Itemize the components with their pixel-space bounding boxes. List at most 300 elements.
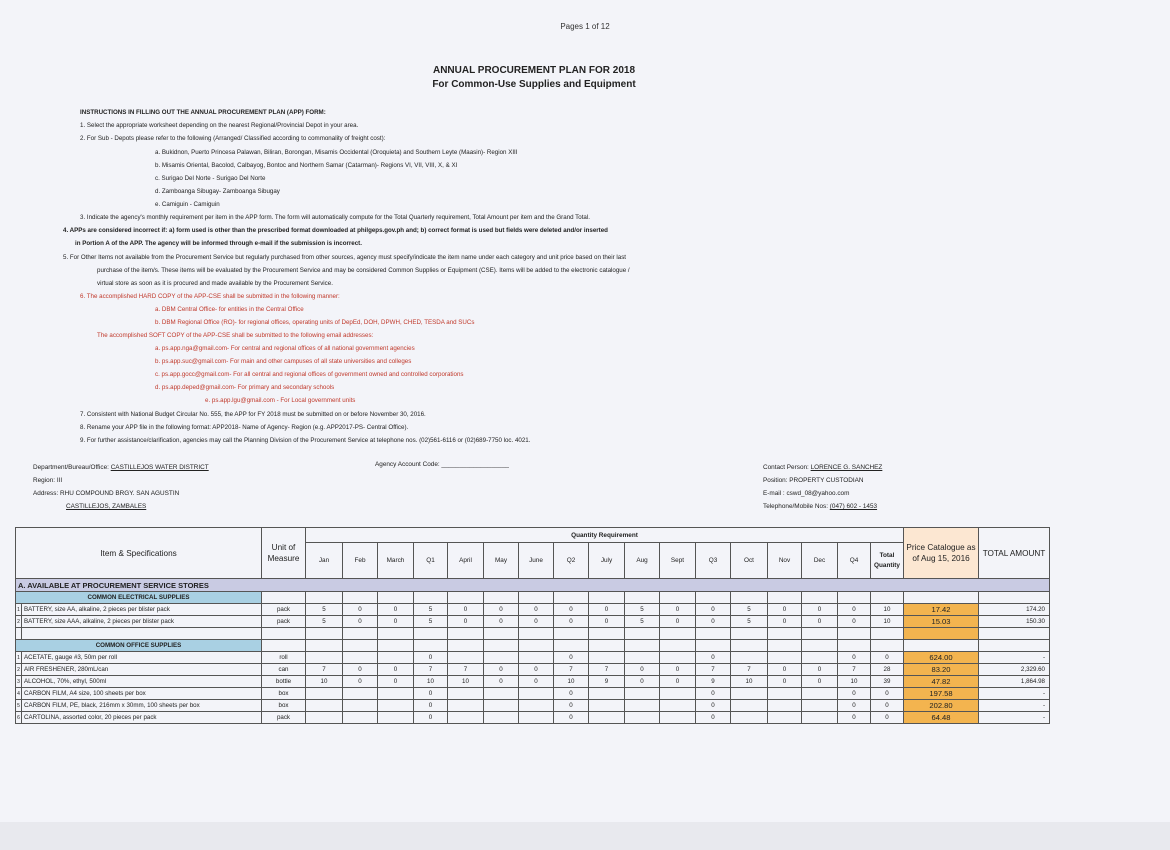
instruction-6-soft-c: c. ps.app.gocc@gmail.com- For all central and regional offices of government owned and controlled corporations xyxy=(155,371,464,378)
blank-cell xyxy=(343,628,378,640)
quantity-cell[interactable]: 10 xyxy=(448,676,484,688)
quantity-cell[interactable] xyxy=(768,700,802,712)
quantity-cell[interactable]: 0 xyxy=(660,616,696,628)
price-cell: 64.48 xyxy=(904,712,979,724)
blank-cell xyxy=(414,640,448,652)
subgroup-row xyxy=(16,640,1050,652)
quantity-cell[interactable]: 0 xyxy=(696,688,731,700)
col-header-10: Sept xyxy=(660,543,696,579)
col-header-16: Total Quantity xyxy=(871,543,904,579)
quantity-cell[interactable] xyxy=(731,688,768,700)
quantity-cell[interactable]: 0 xyxy=(414,652,448,664)
quantity-cell[interactable]: 7 xyxy=(414,664,448,676)
instruction-2b: b. Misamis Oriental, Bacolod, Calbayog, Bontoc and Northern Samar (Catarman)- Regions VI, VII, VIII, X, & XI xyxy=(155,162,458,169)
quantity-cell[interactable]: 0 xyxy=(554,700,589,712)
quantity-cell[interactable]: 5 xyxy=(414,616,448,628)
blank-cell xyxy=(484,592,519,604)
blank-cell xyxy=(731,628,768,640)
item-description: AIR FRESHENER, 280mL/can xyxy=(22,664,262,676)
price-cell: 202.80 xyxy=(904,700,979,712)
contact-value: LORENCE G. SANCHEZ xyxy=(810,464,883,471)
row-number: 2 xyxy=(16,664,22,676)
quantity-cell[interactable] xyxy=(378,688,414,700)
phone-value: (047) 602 - 1453 xyxy=(829,503,878,510)
quantity-cell[interactable]: 0 xyxy=(802,604,838,616)
section-a-row xyxy=(16,579,1050,592)
table-body xyxy=(16,579,1050,724)
price-cell: 197.58 xyxy=(904,688,979,700)
blank-cell xyxy=(768,592,802,604)
quantity-cell[interactable]: 0 xyxy=(484,604,519,616)
quantity-cell[interactable]: 0 xyxy=(696,712,731,724)
phone-label: Telephone/Mobile Nos: xyxy=(763,503,829,510)
quantity-cell[interactable]: 0 xyxy=(343,604,378,616)
quantity-cell[interactable]: 0 xyxy=(838,616,871,628)
quantity-cell[interactable] xyxy=(731,652,768,664)
unit-of-measure: box xyxy=(262,700,306,712)
item-description: CARBON FILM, A4 size, 100 sheets per box xyxy=(22,688,262,700)
quantity-cell[interactable] xyxy=(589,712,625,724)
quantity-cell[interactable] xyxy=(589,652,625,664)
quantity-cell[interactable]: 0 xyxy=(414,688,448,700)
quantity-cell[interactable]: 7 xyxy=(589,664,625,676)
quantity-cell[interactable] xyxy=(768,652,802,664)
page-number: Pages 1 of 12 xyxy=(560,22,610,31)
price-cell: 47.82 xyxy=(904,676,979,688)
instruction-8: 8. Rename your APP file in the following format: APP2018- Name of Agency- Region (e.g. APP2017-PS- Central Office). xyxy=(80,424,409,431)
instructions-heading: INSTRUCTIONS IN FILLING OUT THE ANNUAL PROCUREMENT PLAN (APP) FORM: xyxy=(80,109,326,116)
quantity-cell[interactable] xyxy=(768,688,802,700)
blank-cell xyxy=(838,640,871,652)
item-description: CARBON FILM, PE, black, 216mm x 30mm, 100 sheets per box xyxy=(22,700,262,712)
quantity-cell[interactable] xyxy=(625,700,660,712)
table-row xyxy=(16,712,1050,724)
quantity-cell[interactable]: 0 xyxy=(768,676,802,688)
blank-cell xyxy=(625,628,660,640)
quantity-cell[interactable]: 0 xyxy=(660,664,696,676)
blank-cell xyxy=(802,592,838,604)
quantity-cell[interactable]: 5 xyxy=(625,616,660,628)
quantity-cell[interactable]: 0 xyxy=(802,616,838,628)
blank-cell xyxy=(979,592,1050,604)
col-header-2: March xyxy=(378,543,414,579)
unit-of-measure: pack xyxy=(262,604,306,616)
instruction-6-soft: The accomplished SOFT COPY of the APP-CSE shall be submitted to the following email addresses: xyxy=(97,332,374,339)
blank-cell xyxy=(871,592,904,604)
col-unit-header: Unit of Measure xyxy=(262,528,306,579)
blank-cell xyxy=(519,628,554,640)
quantity-cell[interactable]: 0 xyxy=(554,616,589,628)
col-header-9: Aug xyxy=(625,543,660,579)
price-cell: 17.42 xyxy=(904,604,979,616)
blank-cell xyxy=(838,592,871,604)
quantity-cell[interactable] xyxy=(306,700,343,712)
instruction-5b: purchase of the item/s. These items will be evaluated by the Procurement Service and may be considered Common Supplies or Equipment (CSE). Items will be added to the electronic catalogue / xyxy=(97,267,630,274)
row-number: 6 xyxy=(16,712,22,724)
quantity-cell[interactable]: 0 xyxy=(871,652,904,664)
quantity-cell[interactable]: 5 xyxy=(306,616,343,628)
blank-cell xyxy=(768,628,802,640)
col-header-13: Nov xyxy=(768,543,802,579)
instruction-2e: e. Camiguin - Camiguin xyxy=(155,201,220,208)
instruction-4a: 4. APPs are considered incorrect if: a) form used is other than the prescribed format downloaded at philgeps.gov.ph and; b) correct format is used but fields were deleted and/or inserted xyxy=(63,227,608,234)
quantity-cell[interactable] xyxy=(802,700,838,712)
quantity-cell[interactable] xyxy=(378,652,414,664)
col-header-11: Q3 xyxy=(696,543,731,579)
quantity-cell[interactable] xyxy=(484,712,519,724)
blank-cell xyxy=(625,640,660,652)
quantity-cell[interactable]: 0 xyxy=(660,604,696,616)
quantity-cell[interactable] xyxy=(343,652,378,664)
quantity-cell[interactable]: 7 xyxy=(696,664,731,676)
blank-cell xyxy=(343,592,378,604)
quantity-cell[interactable]: 7 xyxy=(554,664,589,676)
quantity-cell[interactable] xyxy=(589,700,625,712)
title-main: ANNUAL PROCUREMENT PLAN FOR 2018 xyxy=(432,65,636,76)
quantity-cell[interactable] xyxy=(343,688,378,700)
col-header-4: April xyxy=(448,543,484,579)
quantity-cell[interactable] xyxy=(625,652,660,664)
instruction-6: 6. The accomplished HARD COPY of the APP-CSE shall be submitted in the following manner: xyxy=(80,293,340,300)
row-number: 2 xyxy=(16,616,22,628)
instruction-7: 7. Consistent with National Budget Circular No. 555, the APP for FY 2018 must be submitted on or before November 30, 2016. xyxy=(80,411,426,418)
quantity-cell[interactable]: 7 xyxy=(306,664,343,676)
scan-bottom-edge xyxy=(0,822,1170,850)
quantity-cell[interactable]: 10 xyxy=(871,604,904,616)
table-row xyxy=(16,604,1050,616)
quantity-cell[interactable]: 0 xyxy=(484,616,519,628)
blank-cell xyxy=(378,628,414,640)
quantity-cell[interactable]: 0 xyxy=(519,676,554,688)
blank-cell xyxy=(306,640,343,652)
table-row xyxy=(16,616,1050,628)
unit-of-measure: roll xyxy=(262,652,306,664)
blank-cell xyxy=(904,592,979,604)
quantity-cell[interactable]: 7 xyxy=(731,664,768,676)
address-value: RHU COMPOUND BRGY. SAN AGUSTIN xyxy=(60,490,180,497)
quantity-cell[interactable]: 0 xyxy=(484,664,519,676)
instruction-1: 1. Select the appropriate worksheet depending on the nearest Regional/Provincial Depot in your area. xyxy=(80,122,359,129)
address-value-2: CASTILLEJOS, ZAMBALES xyxy=(66,503,147,510)
quantity-cell[interactable]: 0 xyxy=(519,664,554,676)
blank-cell xyxy=(554,628,589,640)
instruction-6a: a. DBM Central Office- for entities in the Central Office xyxy=(155,306,304,313)
quantity-cell[interactable]: 0 xyxy=(589,604,625,616)
instruction-6-soft-b: b. ps.app.suc@gmail.com- For main and other campuses of all state universities and colleges xyxy=(155,358,412,365)
total-amount-cell: - xyxy=(979,712,1050,724)
blank-cell xyxy=(343,640,378,652)
quantity-cell[interactable]: 0 xyxy=(696,604,731,616)
quantity-cell[interactable] xyxy=(519,712,554,724)
quantity-cell[interactable]: 39 xyxy=(871,676,904,688)
quantity-cell[interactable]: 0 xyxy=(696,652,731,664)
blank-cell xyxy=(306,628,343,640)
blank-cell xyxy=(904,628,979,640)
quantity-cell[interactable]: 0 xyxy=(768,604,802,616)
region-label: Region: xyxy=(33,477,56,484)
unit-of-measure: bottle xyxy=(262,676,306,688)
quantity-cell[interactable]: 10 xyxy=(838,676,871,688)
quantity-cell[interactable] xyxy=(306,688,343,700)
quantity-cell[interactable] xyxy=(731,700,768,712)
dept-label: Department/Bureau/Office: xyxy=(33,464,109,471)
quantity-cell[interactable] xyxy=(484,688,519,700)
agency-info-right xyxy=(763,461,882,513)
quantity-cell[interactable]: 10 xyxy=(306,676,343,688)
table-row xyxy=(16,652,1050,664)
blank-cell xyxy=(554,592,589,604)
quantity-cell[interactable]: 9 xyxy=(589,676,625,688)
quantity-cell[interactable] xyxy=(802,688,838,700)
blank-cell xyxy=(979,640,1050,652)
quantity-cell[interactable]: 0 xyxy=(378,604,414,616)
quantity-cell[interactable]: 0 xyxy=(625,664,660,676)
quantity-cell[interactable]: 0 xyxy=(768,664,802,676)
instruction-6-soft-a: a. ps.app.nga@gmail.com- For central and regional offices of all national government agencies xyxy=(155,345,415,352)
document-title xyxy=(0,64,1068,92)
price-cell: 83.20 xyxy=(904,664,979,676)
blank-cell xyxy=(262,628,306,640)
blank-cell xyxy=(448,628,484,640)
quantity-cell[interactable] xyxy=(448,652,484,664)
contact-label: Contact Person: xyxy=(763,464,809,471)
quantity-cell[interactable] xyxy=(589,688,625,700)
quantity-cell[interactable] xyxy=(660,688,696,700)
quantity-cell[interactable]: 0 xyxy=(802,676,838,688)
instruction-5a: 5. For Other Items not available from the Procurement Service but regularly purchased from other sources, agency must specify/indicate the item name under each category and unit price based on their last xyxy=(63,254,627,261)
quantity-cell[interactable] xyxy=(306,712,343,724)
blank-cell xyxy=(731,640,768,652)
item-description: CARTOLINA, assorted color, 20 pieces per pack xyxy=(22,712,262,724)
quantity-cell[interactable]: 5 xyxy=(625,604,660,616)
quantity-cell[interactable] xyxy=(519,688,554,700)
total-amount-cell: - xyxy=(979,688,1050,700)
blank-cell xyxy=(519,640,554,652)
quantity-cell[interactable]: 0 xyxy=(871,700,904,712)
quantity-cell[interactable] xyxy=(378,712,414,724)
col-total-header: TOTAL AMOUNT xyxy=(979,528,1050,579)
quantity-cell[interactable] xyxy=(448,688,484,700)
quantity-cell[interactable]: 0 xyxy=(343,676,378,688)
quantity-cell[interactable] xyxy=(625,688,660,700)
quantity-cell[interactable]: 5 xyxy=(414,604,448,616)
quantity-cell[interactable]: 0 xyxy=(625,676,660,688)
quantity-cell[interactable]: 0 xyxy=(768,616,802,628)
quantity-cell[interactable]: 0 xyxy=(660,676,696,688)
blank-cell xyxy=(660,628,696,640)
total-amount-cell: 2,329.60 xyxy=(979,664,1050,676)
blank-cell xyxy=(768,640,802,652)
subgroup-row xyxy=(16,592,1050,604)
col-header-6: June xyxy=(519,543,554,579)
blank-cell xyxy=(696,592,731,604)
quantity-cell[interactable]: 0 xyxy=(414,712,448,724)
quantity-cell[interactable]: 0 xyxy=(802,664,838,676)
table-row xyxy=(16,700,1050,712)
quantity-cell[interactable] xyxy=(731,712,768,724)
col-quantity-group-header: Quantity Requirement xyxy=(306,528,904,543)
instruction-5c: virtual store as soon as it is procured and made available by the Procurement Service. xyxy=(97,280,333,287)
quantity-cell[interactable] xyxy=(343,712,378,724)
row-number: 4 xyxy=(16,688,22,700)
subgroup-label: COMMON ELECTRICAL SUPPLIES xyxy=(16,592,262,604)
quantity-cell[interactable] xyxy=(519,652,554,664)
instruction-9: 9. For further assistance/clarification, agencies may call the Planning Division of the Procurement Service at telephone nos. (02)561-6116 or (02)689-7750 loc. 4021. xyxy=(80,437,531,444)
quantity-cell[interactable]: 0 xyxy=(519,616,554,628)
quantity-cell[interactable]: 10 xyxy=(554,676,589,688)
quantity-cell[interactable]: 0 xyxy=(838,688,871,700)
agency-account-code: Agency Account Code: ___________________ xyxy=(375,461,509,468)
spacer-row xyxy=(16,628,1050,640)
quantity-cell[interactable]: 0 xyxy=(448,616,484,628)
blank-cell xyxy=(696,628,731,640)
quantity-cell[interactable]: 0 xyxy=(696,616,731,628)
total-amount-cell: - xyxy=(979,700,1050,712)
quantity-cell[interactable]: 0 xyxy=(343,616,378,628)
quantity-cell[interactable]: 0 xyxy=(448,604,484,616)
col-header-5: May xyxy=(484,543,519,579)
quantity-cell[interactable]: 0 xyxy=(696,700,731,712)
instruction-2: 2. For Sub - Depots please refer to the following (Arranged/ Classified according to commonality of freight cost): xyxy=(80,135,386,142)
region-value: III xyxy=(56,477,63,484)
blank-cell xyxy=(448,640,484,652)
blank-cell xyxy=(554,640,589,652)
quantity-cell[interactable]: 0 xyxy=(378,616,414,628)
quantity-cell[interactable]: 0 xyxy=(378,664,414,676)
blank-cell xyxy=(625,592,660,604)
quantity-cell[interactable]: 0 xyxy=(343,664,378,676)
quantity-cell[interactable] xyxy=(519,700,554,712)
quantity-cell[interactable] xyxy=(768,712,802,724)
price-cell: 624.00 xyxy=(904,652,979,664)
blank-cell xyxy=(589,640,625,652)
blank-cell xyxy=(731,592,768,604)
instruction-4b: in Portion A of the APP. The agency will be informed through e-mail if the submission is incorrect. xyxy=(75,240,362,247)
quantity-cell[interactable]: 0 xyxy=(554,712,589,724)
instruction-2c: c. Surigao Del Norte - Surigao Del Norte xyxy=(155,175,266,182)
agency-info-left xyxy=(33,461,209,513)
total-amount-cell: 174.20 xyxy=(979,604,1050,616)
item-description: BATTERY, size AA, alkaline, 2 pieces per blister pack xyxy=(22,604,262,616)
email-label: E-mail : xyxy=(763,490,785,497)
quantity-cell[interactable]: 10 xyxy=(414,676,448,688)
quantity-cell[interactable] xyxy=(484,652,519,664)
blank-cell xyxy=(589,628,625,640)
quantity-cell[interactable]: 0 xyxy=(838,700,871,712)
col-item-header: Item & Specifications xyxy=(16,528,262,579)
quantity-cell[interactable]: 0 xyxy=(554,652,589,664)
blank-cell xyxy=(448,592,484,604)
instruction-3: 3. Indicate the agency's monthly requirement per item in the APP form. The form will automatically compute for the Total Quarterly requirement, Total Amount per item and the Grand Total. xyxy=(80,214,590,221)
quantity-cell[interactable] xyxy=(660,712,696,724)
address-label: Address: xyxy=(33,490,59,497)
quantity-cell[interactable]: 9 xyxy=(696,676,731,688)
quantity-cell[interactable] xyxy=(343,700,378,712)
quantity-cell[interactable]: 5 xyxy=(731,604,768,616)
blank-cell xyxy=(660,592,696,604)
item-description: ACETATE, gauge #3, 50m per roll xyxy=(22,652,262,664)
instruction-6-soft-e: e. ps.app.lgu@gmail.com - For Local government units xyxy=(205,397,356,404)
total-amount-cell: - xyxy=(979,652,1050,664)
quantity-cell[interactable] xyxy=(378,700,414,712)
blank-cell xyxy=(414,628,448,640)
quantity-cell[interactable] xyxy=(484,700,519,712)
col-price-header: Price Catalogue as of Aug 15, 2016 xyxy=(904,528,979,579)
quantity-cell[interactable] xyxy=(306,652,343,664)
quantity-cell[interactable]: 0 xyxy=(414,700,448,712)
quantity-cell[interactable]: 0 xyxy=(554,604,589,616)
quantity-cell[interactable]: 10 xyxy=(731,676,768,688)
quantity-cell[interactable]: 7 xyxy=(448,664,484,676)
table-row xyxy=(16,688,1050,700)
subgroup-label: COMMON OFFICE SUPPLIES xyxy=(16,640,262,652)
blank-cell xyxy=(660,640,696,652)
quantity-cell[interactable] xyxy=(625,712,660,724)
blank-cell xyxy=(979,628,1050,640)
table-row xyxy=(16,664,1050,676)
row-number: 3 xyxy=(16,676,22,688)
quantity-cell[interactable]: 0 xyxy=(519,604,554,616)
col-header-14: Dec xyxy=(802,543,838,579)
quantity-cell[interactable]: 0 xyxy=(838,712,871,724)
quantity-cell[interactable]: 7 xyxy=(838,664,871,676)
unit-of-measure: box xyxy=(262,688,306,700)
quantity-cell[interactable]: 0 xyxy=(378,676,414,688)
quantity-cell[interactable]: 10 xyxy=(871,616,904,628)
quantity-cell[interactable] xyxy=(660,652,696,664)
quantity-cell[interactable] xyxy=(448,712,484,724)
col-header-1: Feb xyxy=(343,543,378,579)
quantity-cell[interactable]: 0 xyxy=(871,688,904,700)
position-label: Position: xyxy=(763,477,788,484)
quantity-cell[interactable] xyxy=(660,700,696,712)
quantity-cell[interactable]: 0 xyxy=(838,652,871,664)
quantity-cell[interactable]: 0 xyxy=(484,676,519,688)
section-a-label: A. AVAILABLE AT PROCUREMENT SERVICE STORES xyxy=(16,579,1050,592)
instruction-2a: a. Bukidnon, Puerto Princesa Palawan, Biliran, Borongan, Misamis Occidental (Oroquieta) and Southern Leyte (Maasin)- Region XIII xyxy=(155,149,518,156)
item-description: ALCOHOL, 70%, ethyl, 500ml xyxy=(22,676,262,688)
quantity-cell[interactable]: 28 xyxy=(871,664,904,676)
total-amount-cell: 150.30 xyxy=(979,616,1050,628)
blank-cell xyxy=(378,592,414,604)
blank-cell xyxy=(904,640,979,652)
unit-of-measure: pack xyxy=(262,712,306,724)
quantity-cell[interactable] xyxy=(802,712,838,724)
col-header-8: July xyxy=(589,543,625,579)
blank-cell xyxy=(696,640,731,652)
instruction-6b: b. DBM Regional Office (RO)- for regional offices, operating units of DepEd, DOH, DPWH, CHED, TESDA and SUCs xyxy=(155,319,475,326)
blank-cell xyxy=(378,640,414,652)
instruction-2d: d. Zamboanga Sibugay- Zamboanga Sibugay xyxy=(155,188,280,195)
blank-cell xyxy=(306,592,343,604)
quantity-cell[interactable]: 0 xyxy=(554,688,589,700)
row-number: 1 xyxy=(16,652,22,664)
col-header-7: Q2 xyxy=(554,543,589,579)
blank-cell xyxy=(838,628,871,640)
quantity-cell[interactable] xyxy=(802,652,838,664)
quantity-cell[interactable] xyxy=(448,700,484,712)
blank-cell xyxy=(871,640,904,652)
blank-cell xyxy=(802,628,838,640)
quantity-cell[interactable]: 0 xyxy=(871,712,904,724)
blank-cell xyxy=(802,640,838,652)
quantity-cell[interactable]: 0 xyxy=(838,604,871,616)
quantity-cell[interactable]: 5 xyxy=(731,616,768,628)
quantity-cell[interactable]: 5 xyxy=(306,604,343,616)
price-cell: 15.03 xyxy=(904,616,979,628)
col-header-3: Q1 xyxy=(414,543,448,579)
quantity-cell[interactable]: 0 xyxy=(589,616,625,628)
